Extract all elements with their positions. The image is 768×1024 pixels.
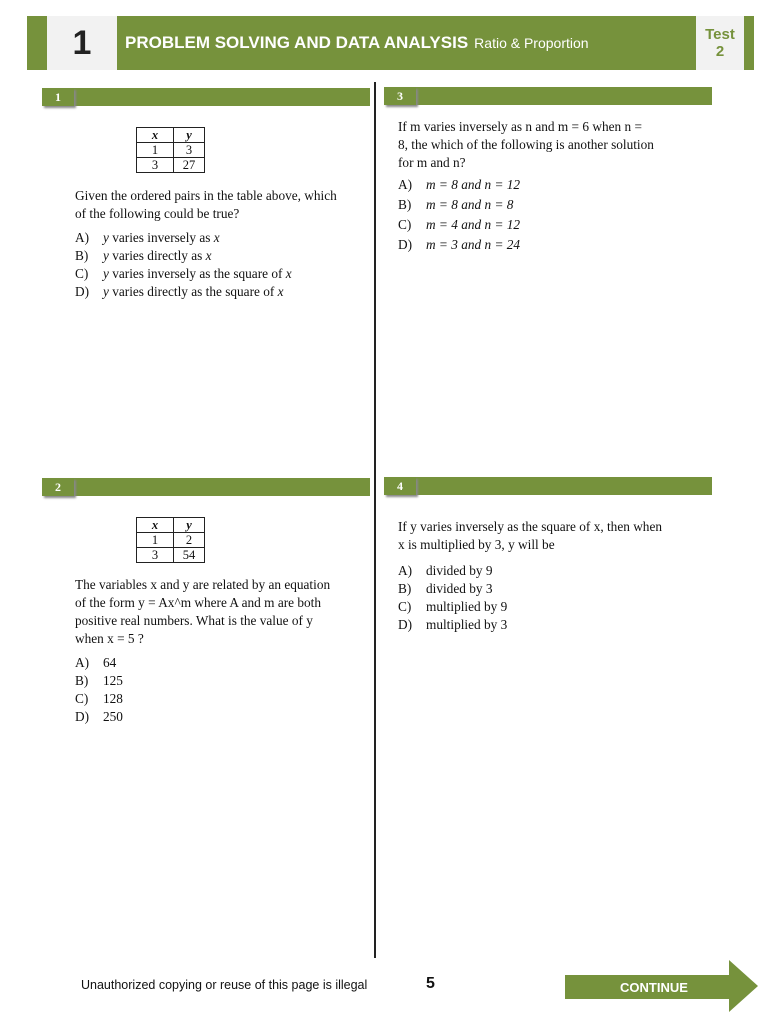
choice-var: y xyxy=(103,248,109,263)
stem-line: x is multiplied by 3, y will be xyxy=(398,537,555,552)
answer-choice-a[interactable] xyxy=(75,654,353,672)
choice-letter: B) xyxy=(75,673,89,688)
choice-letter: D) xyxy=(398,617,413,632)
question-1 xyxy=(75,187,355,301)
answer-choice-c[interactable] xyxy=(75,690,353,708)
choice-text: m = 8 and n = 12 xyxy=(426,177,521,192)
question-3-bar xyxy=(384,87,712,105)
choice-text: 64 xyxy=(103,655,117,670)
choice-letter: C) xyxy=(398,599,412,614)
choice-var: x xyxy=(205,248,212,263)
choice-text: 125 xyxy=(103,673,123,688)
question-1-choices xyxy=(75,229,355,301)
choice-text: varies inversely as the square of xyxy=(108,266,286,281)
table-header-x: x xyxy=(137,128,174,143)
column-divider xyxy=(374,82,376,958)
choice-text: multiplied by 3 xyxy=(426,617,508,632)
question-4-stem xyxy=(398,518,688,554)
question-4-bar xyxy=(384,477,712,495)
choice-letter: C) xyxy=(75,691,89,706)
choice-letter: A) xyxy=(398,563,413,578)
question-2-table xyxy=(136,517,205,563)
stem-line: when x = 5 ? xyxy=(75,631,144,646)
question-4-number: 4 xyxy=(384,477,416,495)
question-1-number: 1 xyxy=(42,88,74,106)
answer-choice-a[interactable] xyxy=(75,229,355,247)
stem-line: The variables x and y are related by an equation xyxy=(75,577,331,592)
table-cell: 3 xyxy=(174,143,205,158)
section-title: PROBLEM SOLVING AND DATA ANALYSIS xyxy=(125,33,469,52)
question-1-table xyxy=(136,127,205,173)
choice-var: x xyxy=(277,284,284,299)
answer-choice-c[interactable] xyxy=(398,598,688,616)
table-cell: 3 xyxy=(137,158,174,173)
choice-var: y xyxy=(103,266,109,281)
answer-choice-d[interactable] xyxy=(75,708,353,726)
choice-letter: D) xyxy=(398,237,413,252)
choice-letter: C) xyxy=(75,266,89,281)
choice-letter: B) xyxy=(398,197,412,212)
copyright-notice: Unauthorized copying or reuse of this page is illegal xyxy=(81,978,368,992)
table-header-y: y xyxy=(174,128,205,143)
choice-text: divided by 9 xyxy=(426,563,493,578)
stem-line: of the form y = Ax^m where A and m are both xyxy=(75,595,322,610)
choice-text: divided by 3 xyxy=(426,581,493,596)
stem-line: If y varies inversely as the square of x, then when xyxy=(398,519,663,534)
choice-text: m = 3 and n = 24 xyxy=(426,237,521,252)
table-cell: 1 xyxy=(137,533,174,548)
question-2-stem xyxy=(75,576,353,648)
test-number: 2 xyxy=(715,43,725,60)
question-4 xyxy=(398,518,688,634)
table-cell: 3 xyxy=(137,548,174,563)
table-header-x: x xyxy=(137,518,174,533)
choice-text: 128 xyxy=(103,691,123,706)
section-subtitle: Ratio & Proportion xyxy=(474,35,589,51)
choice-letter: B) xyxy=(398,581,412,596)
table-cell: 54 xyxy=(174,548,205,563)
choice-var: x xyxy=(213,230,220,245)
header-accent-right xyxy=(744,16,754,70)
continue-button[interactable]: CONTINUE xyxy=(620,979,688,995)
answer-choice-a[interactable] xyxy=(398,176,688,196)
question-3-choices xyxy=(398,176,688,256)
table-cell: 2 xyxy=(174,533,205,548)
choice-letter: D) xyxy=(75,284,90,299)
table-header-y: y xyxy=(174,518,205,533)
page-number: 5 xyxy=(426,975,435,992)
choice-letter: C) xyxy=(398,217,412,232)
choice-text: multiplied by 9 xyxy=(426,599,508,614)
header-accent-left xyxy=(27,16,47,70)
choice-text: m = 4 and n = 12 xyxy=(426,217,521,232)
question-2 xyxy=(75,576,353,726)
question-1-stem xyxy=(75,187,355,223)
header-bar xyxy=(117,16,696,70)
choice-letter: B) xyxy=(75,248,89,263)
question-3 xyxy=(398,118,688,256)
question-3-stem xyxy=(398,118,688,172)
answer-choice-d[interactable] xyxy=(75,283,355,301)
question-2-bar xyxy=(42,478,370,496)
choice-var: y xyxy=(103,230,109,245)
answer-choice-c[interactable] xyxy=(75,265,355,283)
stem-line: 8, the which of the following is another solution xyxy=(398,137,654,152)
choice-text: varies inversely as xyxy=(108,230,214,245)
answer-choice-c[interactable] xyxy=(398,216,688,236)
stem-line: for m and n? xyxy=(398,155,466,170)
question-4-choices xyxy=(398,562,688,634)
table-cell: 27 xyxy=(174,158,205,173)
choice-letter: A) xyxy=(75,230,90,245)
question-3-number: 3 xyxy=(384,87,416,105)
section-number: 1 xyxy=(47,16,117,70)
choice-text: varies directly as xyxy=(108,248,206,263)
answer-choice-b[interactable] xyxy=(398,580,688,598)
question-2-number: 2 xyxy=(42,478,74,496)
test-label: Test xyxy=(705,26,735,43)
choice-text: m = 8 and n = 8 xyxy=(426,197,514,212)
answer-choice-b[interactable] xyxy=(75,672,353,690)
answer-choice-a[interactable] xyxy=(398,562,688,580)
answer-choice-d[interactable] xyxy=(398,236,688,256)
answer-choice-d[interactable] xyxy=(398,616,688,634)
stem-line: positive real numbers. What is the value of y xyxy=(75,613,313,628)
test-badge xyxy=(696,16,744,70)
choice-var: x xyxy=(285,266,292,281)
stem-line: of the following could be true? xyxy=(75,206,240,221)
stem-line: If m varies inversely as n and m = 6 when n = xyxy=(398,119,642,134)
choice-var: y xyxy=(103,284,109,299)
choice-text: varies directly as the square of xyxy=(108,284,278,299)
choice-text: 250 xyxy=(103,709,123,724)
choice-letter: D) xyxy=(75,709,90,724)
choice-letter: A) xyxy=(75,655,90,670)
answer-choice-b[interactable] xyxy=(75,247,355,265)
table-cell: 1 xyxy=(137,143,174,158)
stem-line: Given the ordered pairs in the table above, which xyxy=(75,188,337,203)
question-2-choices xyxy=(75,654,353,726)
choice-letter: A) xyxy=(398,177,413,192)
answer-choice-b[interactable] xyxy=(398,196,688,216)
question-1-bar xyxy=(42,88,370,106)
